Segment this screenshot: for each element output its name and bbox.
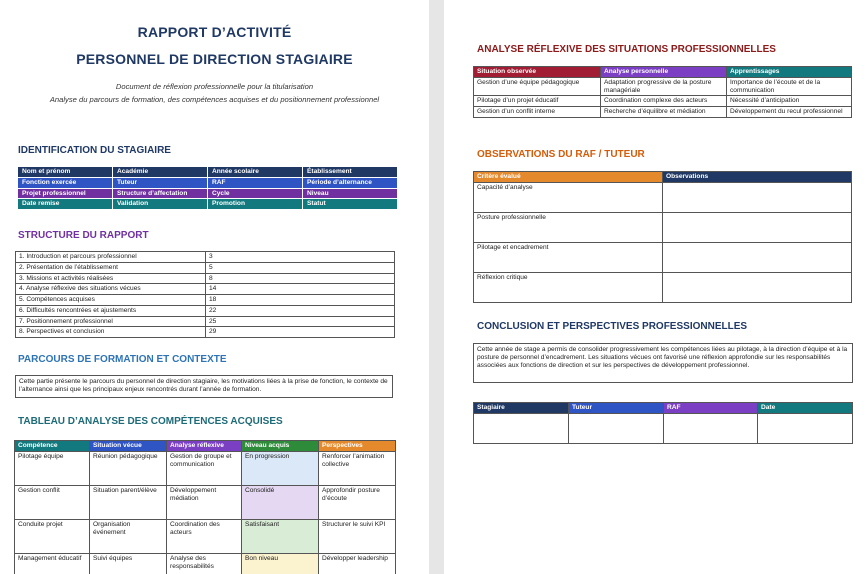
signature-column-header: Tuteur — [569, 403, 664, 414]
identification-field: Cycle — [208, 188, 303, 199]
structure-section-label: 6. Difficultés rencontrées et ajustements — [16, 305, 206, 316]
structure-page-number: 22 — [206, 305, 395, 316]
competences-cell: Renforcer l’animation collective — [319, 451, 396, 485]
observations-criterion: Capacité d’analyse — [474, 182, 663, 212]
structure-section-label: 7. Positionnement professionnel — [16, 316, 206, 327]
competences-cell: En progression — [242, 451, 319, 485]
observations-entry-field[interactable] — [663, 212, 852, 242]
parcours-text: Cette partie présente le parcours du personnel de direction stagiaire, les motivations liées à la prise de fonction, le contexte de l’alternance ainsi que les principaux enjeux rencontrés durant l’année de formation. — [15, 375, 393, 398]
competences-row — [15, 485, 396, 519]
structure-page-number: 18 — [206, 295, 395, 306]
competences-row — [15, 553, 396, 574]
conclusion-text: Cette année de stage a permis de consolider progressivement les compétences liées au pilotage, à la direction d’équipe et à la posture de personnel d’encadrement. Les situations vécues ont favorisé une réflexion approfondie sur les responsabilités associées aux fonctions de direction et sur les perspectives de développement professionnel. — [473, 343, 853, 383]
signature-column-header: Date — [758, 403, 853, 414]
observations-row — [474, 182, 852, 212]
identification-field: Niveau — [303, 188, 398, 199]
identification-field: Fonction exercée — [18, 177, 113, 188]
analyse-cell: Adaptation progressive de la posture managériale — [601, 77, 727, 96]
structure-row — [16, 295, 395, 306]
identification-field: Académie — [113, 167, 208, 178]
competences-cell: Situation parent/élève — [90, 485, 167, 519]
structure-section-label: 1. Introduction et parcours professionnel — [16, 252, 206, 263]
structure-section-label: 5. Compétences acquises — [16, 295, 206, 306]
analyse-heading: ANALYSE RÉFLEXIVE DES SITUATIONS PROFESSIONNELLES — [477, 44, 776, 55]
analyse-column-header: Analyse personnelle — [601, 67, 727, 78]
analyse-cell: Nécessité d’anticipation — [727, 96, 852, 107]
structure-row — [16, 273, 395, 284]
analyse-cell: Gestion d’un conflit interne — [474, 107, 601, 118]
report-title: RAPPORT D’ACTIVITÉ — [137, 24, 292, 40]
competences-column-header: Analyse réflexive — [167, 441, 242, 452]
analyse-cell: Pilotage d’un projet éducatif — [474, 96, 601, 107]
identification-row — [18, 188, 398, 199]
competences-cell: Satisfaisant — [242, 519, 319, 553]
analyse-table — [473, 66, 852, 118]
observations-entry-field[interactable] — [663, 272, 852, 302]
identification-field: Projet professionnel — [18, 188, 113, 199]
identification-field: Tuteur — [113, 177, 208, 188]
competences-cell: Structurer le suivi KPI — [319, 519, 396, 553]
conclusion-heading: CONCLUSION ET PERSPECTIVES PROFESSIONNELLES — [477, 321, 748, 332]
identification-field: Date remise — [18, 199, 113, 210]
competences-cell: Analyse des responsabilités — [167, 553, 242, 574]
structure-page-number: 5 — [206, 262, 395, 273]
identification-row — [18, 167, 398, 178]
observations-row — [474, 272, 852, 302]
competences-column-header: Situation vécue — [90, 441, 167, 452]
parcours-heading: PARCOURS DE FORMATION ET CONTEXTE — [18, 354, 227, 365]
identification-field: Statut — [303, 199, 398, 210]
report-title-line2: PERSONNEL DE DIRECTION STAGIAIRE — [76, 51, 353, 67]
observations-entry-field[interactable] — [663, 182, 852, 212]
structure-section-label: 4. Analyse réflexive des situations vécues — [16, 284, 206, 295]
identification-heading: IDENTIFICATION DU STAGIAIRE — [18, 145, 171, 156]
observations-column-header: Critère évalué — [474, 172, 663, 183]
identification-table — [17, 166, 398, 210]
observations-criterion: Posture professionnelle — [474, 212, 663, 242]
identification-row — [18, 177, 398, 188]
report-subtitle-line2: Analyse du parcours de formation, des compétences acquises et du positionnement professionnel — [49, 95, 380, 104]
identification-field: Nom et prénom — [18, 167, 113, 178]
competences-column-header: Niveau acquis — [242, 441, 319, 452]
identification-field: Période d’alternance — [303, 177, 398, 188]
observations-criterion: Réflexion critique — [474, 272, 663, 302]
structure-row — [16, 327, 395, 338]
competences-table — [14, 440, 396, 574]
signature-field[interactable] — [569, 413, 664, 443]
competences-cell: Gestion de groupe et communication — [167, 451, 242, 485]
observations-criterion: Pilotage et encadrement — [474, 242, 663, 272]
competences-cell: Consolidé — [242, 485, 319, 519]
identification-row — [18, 199, 398, 210]
structure-heading: STRUCTURE DU RAPPORT — [18, 230, 149, 241]
structure-table — [15, 251, 395, 338]
structure-section-label: 8. Perspectives et conclusion — [16, 327, 206, 338]
analyse-cell: Développement du recul professionnel — [727, 107, 852, 118]
document-page-2 — [444, 0, 867, 574]
observations-column-header: Observations — [663, 172, 852, 183]
structure-row — [16, 262, 395, 273]
competences-cell: Management éducatif — [15, 553, 90, 574]
competences-cell: Bon niveau — [242, 553, 319, 574]
identification-field: Établissement — [303, 167, 398, 178]
document-page-1 — [0, 0, 429, 574]
competences-cell: Développement médiation — [167, 485, 242, 519]
signature-column-header: Stagiaire — [474, 403, 569, 414]
competences-cell: Pilotage équipe — [15, 451, 90, 485]
competences-cell: Suivi équipes — [90, 553, 167, 574]
structure-page-number: 25 — [206, 316, 395, 327]
competences-cell: Coordination des acteurs — [167, 519, 242, 553]
competences-cell: Réunion pédagogique — [90, 451, 167, 485]
analyse-column-header: Situation observée — [474, 67, 601, 78]
structure-row — [16, 305, 395, 316]
identification-field: Validation — [113, 199, 208, 210]
signature-table — [473, 402, 853, 444]
competences-cell: Approfondir posture d’écoute — [319, 485, 396, 519]
observations-row — [474, 242, 852, 272]
competences-column-header: Perspectives — [319, 441, 396, 452]
structure-section-label: 2. Présentation de l’établissement — [16, 262, 206, 273]
competences-heading: TABLEAU D’ANALYSE DES COMPÉTENCES ACQUISES — [18, 416, 283, 427]
analyse-row — [474, 77, 852, 96]
analyse-cell: Importance de l’écoute et de la communication — [727, 77, 852, 96]
structure-page-number: 29 — [206, 327, 395, 338]
observations-row — [474, 212, 852, 242]
competences-cell: Développer leadership — [319, 553, 396, 574]
analyse-row — [474, 107, 852, 118]
identification-field: Année scolaire — [208, 167, 303, 178]
structure-page-number: 14 — [206, 284, 395, 295]
competences-cell: Gestion conflit — [15, 485, 90, 519]
structure-page-number: 8 — [206, 273, 395, 284]
analyse-cell: Coordination complexe des acteurs — [601, 96, 727, 107]
analyse-cell: Gestion d’une équipe pédagogique — [474, 77, 601, 96]
structure-section-label: 3. Missions et activités réalisées — [16, 273, 206, 284]
structure-row — [16, 316, 395, 327]
competences-cell: Conduite projet — [15, 519, 90, 553]
competences-column-header: Compétence — [15, 441, 90, 452]
signature-column-header: RAF — [664, 403, 758, 414]
identification-field: RAF — [208, 177, 303, 188]
analyse-row — [474, 96, 852, 107]
competences-cell: Organisation événement — [90, 519, 167, 553]
signature-field[interactable] — [664, 413, 758, 443]
structure-row — [16, 252, 395, 263]
competences-row — [15, 519, 396, 553]
analyse-column-header: Apprentissages — [727, 67, 852, 78]
competences-row — [15, 451, 396, 485]
observations-table — [473, 171, 852, 303]
signature-field[interactable] — [758, 413, 853, 443]
identification-field: Structure d’affectation — [113, 188, 208, 199]
observations-heading: OBSERVATIONS DU RAF / TUTEUR — [477, 149, 645, 160]
identification-field: Promotion — [208, 199, 303, 210]
signature-field[interactable] — [474, 413, 569, 443]
analyse-cell: Recherche d’équilibre et médiation — [601, 107, 727, 118]
structure-row — [16, 284, 395, 295]
observations-entry-field[interactable] — [663, 242, 852, 272]
structure-page-number: 3 — [206, 252, 395, 263]
report-subtitle: Document de réflexion professionnelle pour la titularisation — [115, 82, 314, 91]
